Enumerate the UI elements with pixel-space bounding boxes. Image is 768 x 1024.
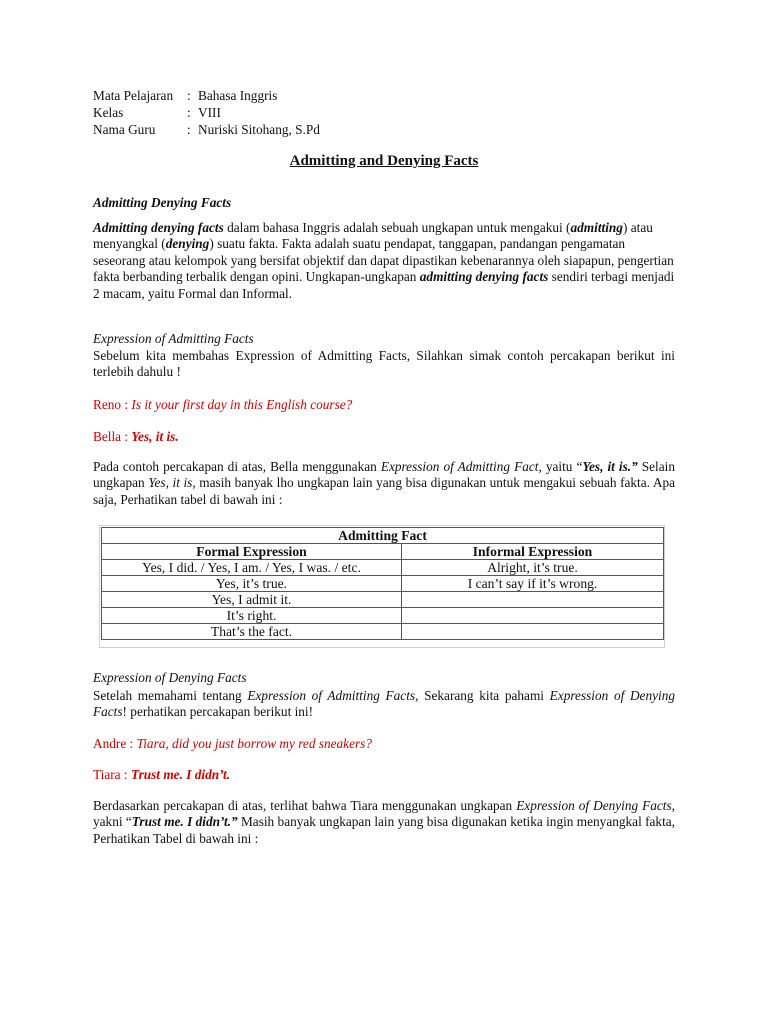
- text-run: ! perhatikan percakapan berikut ini!: [122, 704, 314, 720]
- dialog-text: Is it your first day in this English course?: [131, 397, 353, 412]
- section-heading-denying: Expression of Denying Facts: [93, 670, 247, 685]
- header-class-label: Kelas: [93, 105, 124, 120]
- table-header-informal: Informal Expression: [402, 544, 664, 560]
- text-run: Masih banyak ungkapan lain yang bisa digunakan ketika ingin menyangkal fakta, Perhatikan Tabel di bawah ini :: [93, 814, 675, 846]
- paragraph-admitting-intro: Sebelum kita membahas Expression of Admitting Facts, Silahkan simak contoh percakapan berikut ini terlebih dahulu !: [93, 348, 675, 380]
- text-run: ) suatu fakta. Fakta adalah suatu pendapat, tanggapan, pandangan pengamatan seseorang atau kelompok yang bersifat objektif dan dapat dipastikan kebenarannya oleh siapapun, pengertian fakta berbanding terbalik dengan opini. Ungkapan-ungkapan: [93, 236, 674, 285]
- paragraph-admitting-explanation: [93, 459, 675, 508]
- dialog-line-bella: [93, 429, 675, 445]
- page-title: Admitting and Denying Facts: [289, 153, 479, 169]
- table-cell-formal: Yes, I did. / Yes, I am. / Yes, I was. / etc.: [102, 560, 402, 576]
- dialog-speaker: Reno :: [93, 397, 132, 412]
- text-emphasis: Expression of Admitting Facts: [247, 688, 416, 703]
- section-heading-admitting: Expression of Admitting Facts: [93, 331, 254, 346]
- table-cell-informal: [402, 624, 664, 640]
- text-run: Selain ungkapan: [93, 459, 675, 491]
- text-emphasis: admitting denying facts: [419, 269, 549, 285]
- admitting-fact-table: [100, 526, 664, 647]
- text-run: , Sekarang kita pahami: [415, 688, 550, 703]
- table-header-formal: Formal Expression: [102, 544, 402, 560]
- section-heading-admitting-denying: Admitting Denying Facts: [93, 195, 232, 210]
- table-row: [102, 592, 664, 608]
- dialog-speaker: Bella :: [93, 429, 132, 444]
- table-cell-informal: [402, 592, 664, 608]
- header-class-value: VIII: [198, 105, 221, 120]
- dialog-text: Tiara, did you just borrow my red sneakers?: [136, 736, 372, 751]
- text-run: , yakni “: [93, 798, 675, 830]
- header-separator: :: [187, 105, 191, 120]
- table-row: [102, 624, 664, 640]
- text-emphasis: Expression of Denying Facts: [93, 688, 676, 720]
- table-title: Admitting Fact: [102, 528, 664, 544]
- header-separator: :: [187, 122, 191, 137]
- header-teacher-row: [93, 122, 320, 139]
- dialog-text: Yes, it is.: [131, 429, 179, 444]
- text-emphasis: Expression of Denying Facts: [516, 798, 672, 813]
- header-subject-row: [93, 88, 277, 105]
- text-run: sendiri terbagi menjadi 2 macam, yaitu Formal dan Informal.: [93, 269, 675, 301]
- table-row: [102, 576, 664, 592]
- header-separator: :: [187, 88, 191, 103]
- table-cell-formal: It’s right.: [102, 608, 402, 624]
- dialog-speaker: Tiara :: [93, 767, 131, 782]
- table-row: [102, 560, 664, 576]
- header-teacher-value: Nuriski Sitohang, S.Pd: [198, 122, 320, 137]
- table-cell-informal: Alright, it’s true.: [402, 560, 664, 576]
- text-run: ) atau menyangkal (: [93, 220, 653, 252]
- text-run: , masih banyak lho ungkapan lain yang bisa digunakan untuk mengakui sebuah fakta. Apa saja, Perhatikan tabel di bawah ini :: [93, 475, 675, 507]
- paragraph-definition: [93, 220, 675, 302]
- table-cell-formal: Yes, it’s true.: [102, 576, 402, 592]
- table-cell-formal: Yes, I admit it.: [102, 592, 402, 608]
- dialog-speaker: Andre :: [93, 736, 137, 751]
- header-teacher-label: Nama Guru: [93, 122, 156, 137]
- table-row: [102, 608, 664, 624]
- paragraph-denying-intro: [93, 688, 675, 721]
- text-emphasis: Admitting denying facts: [93, 220, 224, 235]
- header-class-row: [93, 105, 221, 122]
- text-emphasis: Yes, it is: [148, 475, 193, 491]
- admitting-fact-table-grid: [101, 527, 664, 640]
- text-run: dalam bahasa Inggris adalah sebuah ungkapan untuk mengakui (: [223, 220, 571, 235]
- text-emphasis: Expression of Admitting Fact: [380, 459, 539, 474]
- dialog-line-tiara: [93, 767, 675, 783]
- text-run: Setelah memahami tentang: [93, 688, 248, 703]
- table-cell-informal: [402, 608, 664, 624]
- dialog-line-andre: [93, 736, 675, 752]
- header-subject-label: Mata Pelajaran: [93, 88, 174, 103]
- text-emphasis: denying: [165, 236, 210, 252]
- header-subject-value: Bahasa Inggris: [198, 88, 278, 103]
- text-run: Pada contoh percakapan di atas, Bella menggunakan: [93, 459, 381, 474]
- text-run: Berdasarkan percakapan di atas, terlihat bahwa Tiara menggunakan ungkapan: [93, 798, 517, 813]
- table-cell-formal: That’s the fact.: [102, 624, 402, 640]
- table-cell-informal: I can’t say if it’s wrong.: [402, 576, 664, 592]
- text-emphasis: Yes, it is.”: [582, 459, 638, 474]
- text-emphasis: Trust me. I didn’t.”: [131, 814, 238, 830]
- text-emphasis: admitting: [570, 220, 623, 235]
- dialog-text: Trust me. I didn’t.: [130, 767, 231, 782]
- dialog-line-reno: [93, 397, 675, 413]
- paragraph-denying-explanation: [93, 798, 675, 847]
- text-run: , yaitu “: [538, 459, 583, 474]
